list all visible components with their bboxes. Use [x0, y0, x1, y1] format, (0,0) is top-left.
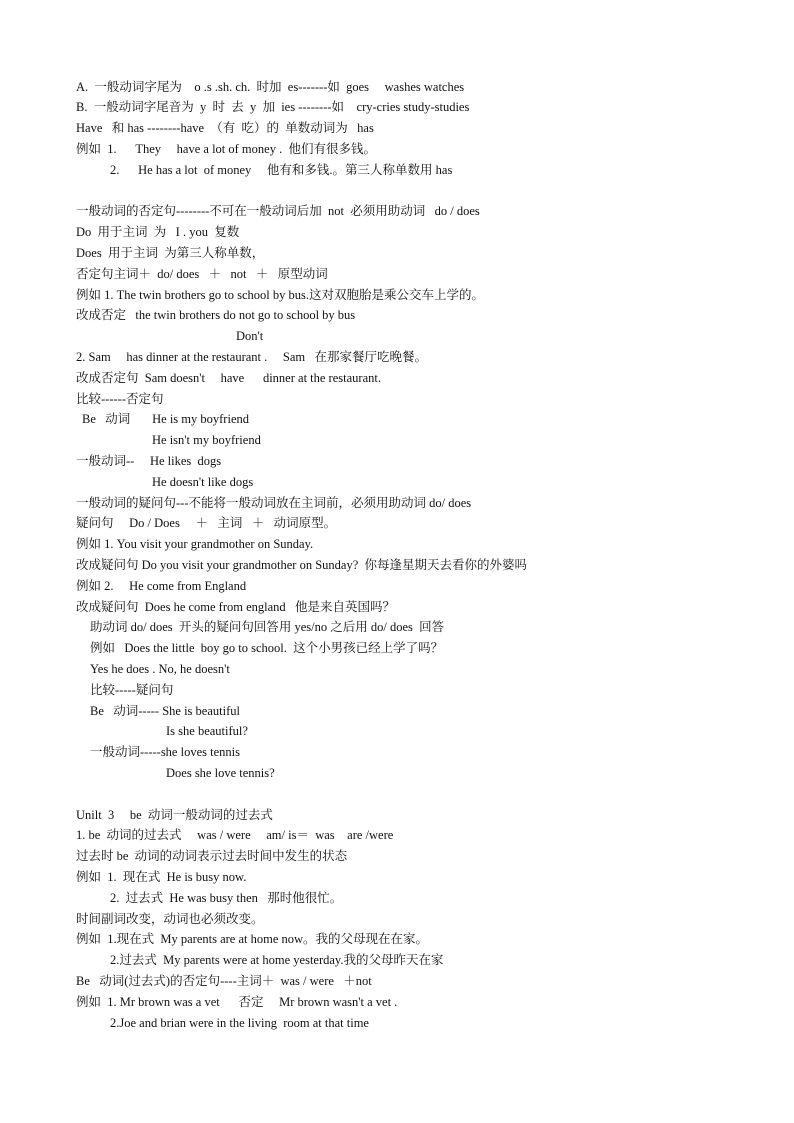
doc-line: A. 一般动词字尾为 o .s .sh. ch. 时加 es-------如 goes washes watches — [76, 80, 465, 94]
doc-line: 例如 1. Mr brown was a vet 否定 Mr brown wasn't a vet . — [76, 995, 398, 1009]
doc-line: 例如 1. The twin brothers go to school by bus.这对双胞胎是乘公交车上学的。 — [76, 288, 484, 302]
doc-line: 比较------否定句 — [76, 392, 164, 406]
doc-line: 2. 过去式 He was busy then 那时他很忙。 — [110, 891, 343, 905]
doc-line: 2.Joe and brian were in the living room at that time — [110, 1016, 369, 1030]
doc-line: 一般动词-- He likes dogs — [76, 454, 222, 468]
doc-line: Be 动词----- She is beautiful — [90, 704, 240, 718]
doc-line: 疑问句 Do / Does ＋ 主词 ＋ 动词原型。 — [76, 516, 337, 530]
doc-line: 例如 1.现在式 My parents are at home now。我的父母现在在家。 — [76, 932, 429, 946]
doc-line: He doesn't like dogs — [152, 475, 254, 489]
doc-line: Does she love tennis? — [166, 766, 275, 780]
doc-line: He isn't my boyfriend — [152, 433, 261, 447]
doc-line: 过去时 be 动词的动词表示过去时间中发生的状态 — [76, 849, 348, 863]
doc-line: 例如 Does the little boy go to school. 这个小男孩已经上学了吗？ — [90, 641, 444, 655]
doc-line: 例如 2. He come from England — [76, 579, 247, 593]
doc-line: 一般动词的否定句--------不可在一般动词后加 not 必须用助动词 do / does — [76, 204, 480, 218]
doc-line: 助动词 do/ does 开头的疑问句回答用 yes/no 之后用 do/ does 回答 — [90, 620, 445, 634]
doc-line: Does 用于主词 为第三人称单数， — [76, 246, 265, 260]
doc-line: 例如 1. 现在式 He is busy now. — [76, 870, 247, 884]
doc-line: 改成否定 the twin brothers do not go to school by bus — [76, 308, 356, 322]
doc-line: 改成疑问句 Does he come from england 他是来自英国吗？ — [76, 600, 396, 614]
doc-line: Have 和 has --------have （有 吃）的 单数动词为 has — [76, 121, 374, 135]
doc-line: 时间副词改变，动词也必须改变。 — [76, 912, 264, 926]
doc-line: 比较-----疑问句 — [90, 683, 174, 697]
doc-line: Be 动词 He is my boyfriend — [82, 412, 249, 426]
doc-line: Be 动词(过去式)的否定句----主词＋ was / were ＋not — [76, 974, 372, 988]
doc-line: 2.过去式 My parents were at home yesterday.我的父母昨天在家 — [110, 953, 444, 967]
doc-line: 2. Sam has dinner at the restaurant . Sam 在那家餐厅吃晚餐。 — [76, 350, 427, 364]
doc-line: 一般动词的疑问句---不能将一般动词放在主词前，必须用助动词 do/ does — [76, 496, 472, 510]
doc-line: 改成疑问句 Do you visit your grandmother on Sunday? 你每逢星期天去看你的外婆吗 — [76, 558, 528, 572]
doc-line: 改成否定句 Sam doesn't have dinner at the restaurant. — [76, 371, 381, 385]
doc-line: 2. He has a lot of money 他有和多钱.。第三人称单数用 has — [110, 163, 453, 177]
doc-line: Don't — [236, 329, 264, 343]
doc-line: 1. be 动词的过去式 was / were am/ is＝ was are /were — [76, 828, 394, 842]
doc-line: B. 一般动词字尾音为 y 时 去 y 加 ies --------如 cry-cries study-studies — [76, 100, 470, 114]
doc-line: 一般动词-----she loves tennis — [90, 745, 240, 759]
doc-line: Do 用于主词 为 I . you 复数 — [76, 225, 240, 239]
doc-line: 否定句主词＋ do/ does ＋ not ＋ 原型动词 — [76, 267, 328, 281]
doc-line: Is she beautiful? — [166, 724, 248, 738]
doc-line: 例如 1. You visit your grandmother on Sunday. — [76, 537, 314, 551]
doc-line: 例如 1. They have a lot of money . 他们有很多钱。 — [76, 142, 376, 156]
doc-line: Yes he does . No, he doesn't — [90, 662, 230, 676]
doc-line: Unilt 3 be 动词一般动词的过去式 — [76, 808, 273, 822]
